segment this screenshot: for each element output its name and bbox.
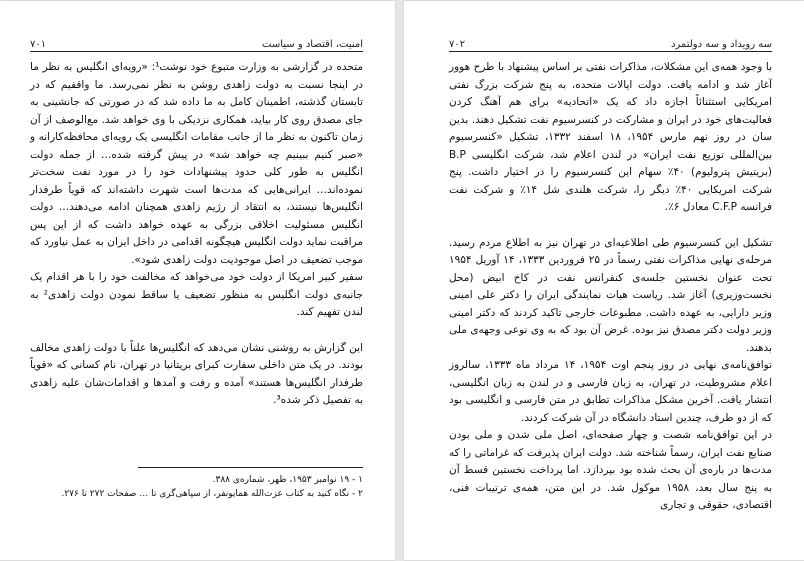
paragraph: با وجود همه‌ی این مشکلات، مذاکرات نفتی بر اساس پیشنهاد با طرح هوور آغاز شد و ادامه یافت. دولت ایالات متحده، به پنج شرکت بزرگ نفتی امریکایی استثنائاً اجازه داد که یک «اتحادیه» برای هم آهنگ کردن فعالیت‌های خود در ایران و مشارکت در کنسرسیوم نفت تشکیل دهند. بدین سان در روز نهم مارس ۱۹۵۴، ۱۸ اسفند ۱۳۳۲، تشکیل «کنسرسیوم بین‌المللی توزیع نفت ایران» در لندن اعلام شد، شرکت انگلیسی B.P (بریتیش پترولیوم) ۴۰٪ سهام این کنسرسیوم را در اختیار داشت. پنج شرکت امریکایی ۴۰٪ دیگر را، شرکت هلندی شل ۱۴٪ و شرکت نفت فرانسه C.F.P معادل ۶٪. <box>449 61 772 213</box>
footnote: ۲ - نگاه کنید به کتاب عزت‌الله همایونفر، از سپاهی‌گری تا … صفحات ۲۷۲ تا ۲۷۶. <box>61 489 363 499</box>
running-head <box>449 37 772 51</box>
paragraph: این گزارش به روشنی نشان می‌دهد که انگلیس‌ها علناً با دولت زاهدی مخالف بودند. در یک متن داخلی سفارت کبرای بریتانیا در تهران، نام کسانی که «قویاً طرفدار انگلیس‌ها هستند» آمده و رفت و آمدها و اقدامات‌شان علیه زاهدی به تفصیل ذکر شده³. <box>30 341 363 406</box>
left-page <box>0 1 395 560</box>
paragraph: سفیر کبیر امریکا از دولت خود می‌خواهد که مخالفت خود را با هر اقدام یک جانبه‌ی دولت انگلیس به منظور تضعیف یا ساقط نمودن دولت زاهدی² به لندن تفهیم کند. <box>30 271 363 318</box>
header-divider <box>449 51 772 52</box>
footnote-divider <box>138 467 363 468</box>
paragraph: متحده در گزارشی به وزارت متبوع خود نوشت¹: «رویه‌ای انگلیس به نظر ما در اینجا نسبت به دولت زاهدی روشن به نظر نمی‌رسد. ما واقفیم که در تابستان گذشته، اطمینان کامل به ما داده شد که در صورتی که جانشینی به جای مصدق روی کار بیاید، همکاری نزدیکی با وی خواهد شد. مع‌الوصف از آن زمان تاکنون به نظر ما از جانب مقامات انگلیسی یک رویه‌ای محافظه‌کارانه و «صبر کنیم ببینیم چه خواهد شد» در پیش گرفته شده… از جمله دولت انگلیس به طور کلی حدود پیشنهادات خود را در مورد نفت سخت‌تر نموده‌اند… ایرانی‌هایی که مدت‌ها است شهرت داشته‌اند که قویاً طرفدار انگلیس‌ها نیستند، به انتقاد از رژیم زاهدی همچنان ادامه می‌دهند… دولت انگلیس مسئولیت اخلاقی بزرگی به عهده خواهد داشت که از این پس مراقبت نماید دولت انگلیس هیچگونه اقدامی در داخل ایران به عمل نیاورد که موجب تضعیف در اصل موجودیت دولت زاهدی شود». <box>30 61 363 266</box>
footnote: ۱ - ۱۹ نوامبر ۱۹۵۳، ظهر، شماره‌ی ۳۸۸. <box>212 475 363 485</box>
running-head <box>30 37 363 51</box>
paragraph: توافق‌نامه‌ی نهایی در روز پنجم اوت ۱۹۵۴، ۱۴ مرداد ماه ۱۳۳۳، سالروز اعلام مشروطیت، در تهران، به زبان فارسی و در لندن به زبان انگلیسی، انتشار یافت. آخرین مشکل مذاکرات تطابق در متن فارسی و انگلیسی بود که از دو طرف، چندین استاد دانشگاه در آن شرکت کردند. <box>449 359 773 424</box>
running-title: امنیت، اقتصاد و سیاست <box>262 38 363 50</box>
body-text <box>449 59 772 515</box>
right-page <box>404 1 804 560</box>
paragraph: در این توافق‌نامه شصت و چهار صفحه‌ای، اصل ملی شدن و ملی بودن صنایع نفت ایران، رسماً شناخته شد. دولت ایران پذیرفت که غراماتی را که مدت‌ها در باره‌ی آن بحث شده بود بپردازد. اما پرداخت نخستین قسط آن به پنج سال بعد، ۱۹۵۸ موکول شد. در این متن، همه‌ی ترتیبات فنی، اقتصادی، حقوقی و تجاری <box>449 429 772 511</box>
page-number: ۷۰۱ <box>30 38 47 50</box>
body-text <box>30 59 363 410</box>
page-number: ۷۰۲ <box>449 38 466 50</box>
paragraph: تشکیل این کنسرسیوم طی اطلاعیه‌ای در تهران نیز به اطلاع مردم رسید. مرحله‌ی نهایی مذاکرات نفتی رسماً در ۲۵ فروردین ۱۳۳۳، ۱۴ آوریل ۱۹۵۴ تحت عنوان نخستین جلسه‌ی کنفرانس نفت در کاخ ابیض (محل نخست‌وزیری) آغاز شد. ریاست هیات نمایندگی ایران را دکتر علی امینی وزیر دارایی، به عهده داشت. مطبوعات خارجی تاکید کردند که دکتر امینی وزیر دولت دکتر مصدق نیز بوده. غرض آن بود که به وی نوعی وجهه‌ی ملی بدهند. <box>449 236 772 354</box>
header-divider <box>30 51 363 52</box>
running-title: سه رویداد و سه دولتمرد <box>670 38 772 50</box>
footnotes <box>30 473 363 501</box>
